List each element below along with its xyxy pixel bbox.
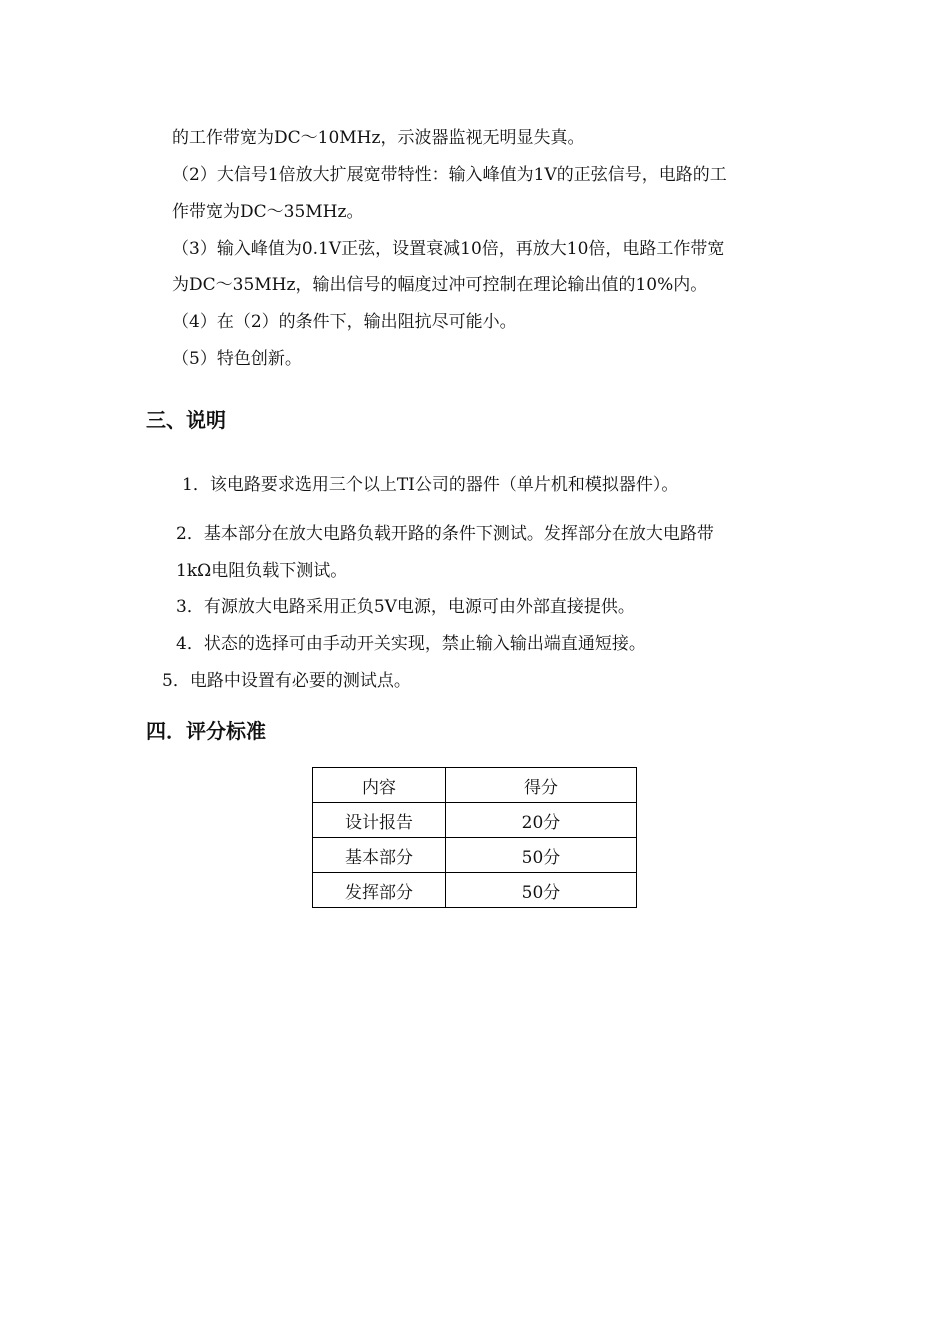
- table-row: [313, 838, 637, 873]
- requirement-line: （4）在（2）的条件下，输出阻抗尽可能小。: [172, 312, 517, 332]
- requirement-line: 作带宽为DC～35MHz。: [172, 202, 364, 222]
- note-line: 2．基本部分在放大电路负载开路的条件下测试。发挥部分在放大电路带: [176, 524, 714, 544]
- note-line: 4．状态的选择可由手动开关实现，禁止输入输出端直通短接。: [176, 634, 646, 654]
- table-cell: 发挥部分: [313, 873, 446, 908]
- note-line: 5．电路中设置有必要的测试点。: [162, 671, 411, 691]
- note-line: 3．有源放大电路采用正负5V电源，电源可由外部直接提供。: [176, 597, 635, 617]
- table-cell: 20分: [446, 803, 637, 838]
- table-header-cell: 内容: [313, 768, 446, 803]
- requirement-line: （2）大信号1倍放大扩展宽带特性：输入峰值为1V的正弦信号，电路的工: [172, 165, 727, 185]
- scoring-table: [312, 767, 637, 908]
- table-header-cell: 得分: [446, 768, 637, 803]
- note-line: 1．该电路要求选用三个以上TI公司的器件（单片机和模拟器件）。: [182, 475, 679, 495]
- table-cell: 基本部分: [313, 838, 446, 873]
- note-line: 1kΩ电阻负载下测试。: [176, 561, 348, 581]
- requirement-line: （5）特色创新。: [172, 349, 302, 369]
- table-cell: 50分: [446, 838, 637, 873]
- table-cell: 设计报告: [313, 803, 446, 838]
- table-cell: 50分: [446, 873, 637, 908]
- requirement-line: 为DC～35MHz，输出信号的幅度过冲可控制在理论输出值的10%内。: [172, 275, 708, 295]
- section-heading-notes: 三、说明: [146, 408, 226, 432]
- table-header-row: [313, 768, 637, 803]
- requirement-line: 的工作带宽为DC～10MHz，示波器监视无明显失真。: [172, 128, 585, 148]
- table-row: [313, 803, 637, 838]
- table-row: [313, 873, 637, 908]
- requirement-line: （3）输入峰值为0.1V正弦，设置衰减10倍，再放大10倍，电路工作带宽: [172, 239, 725, 259]
- section-heading-scoring: 四．评分标准: [146, 719, 266, 743]
